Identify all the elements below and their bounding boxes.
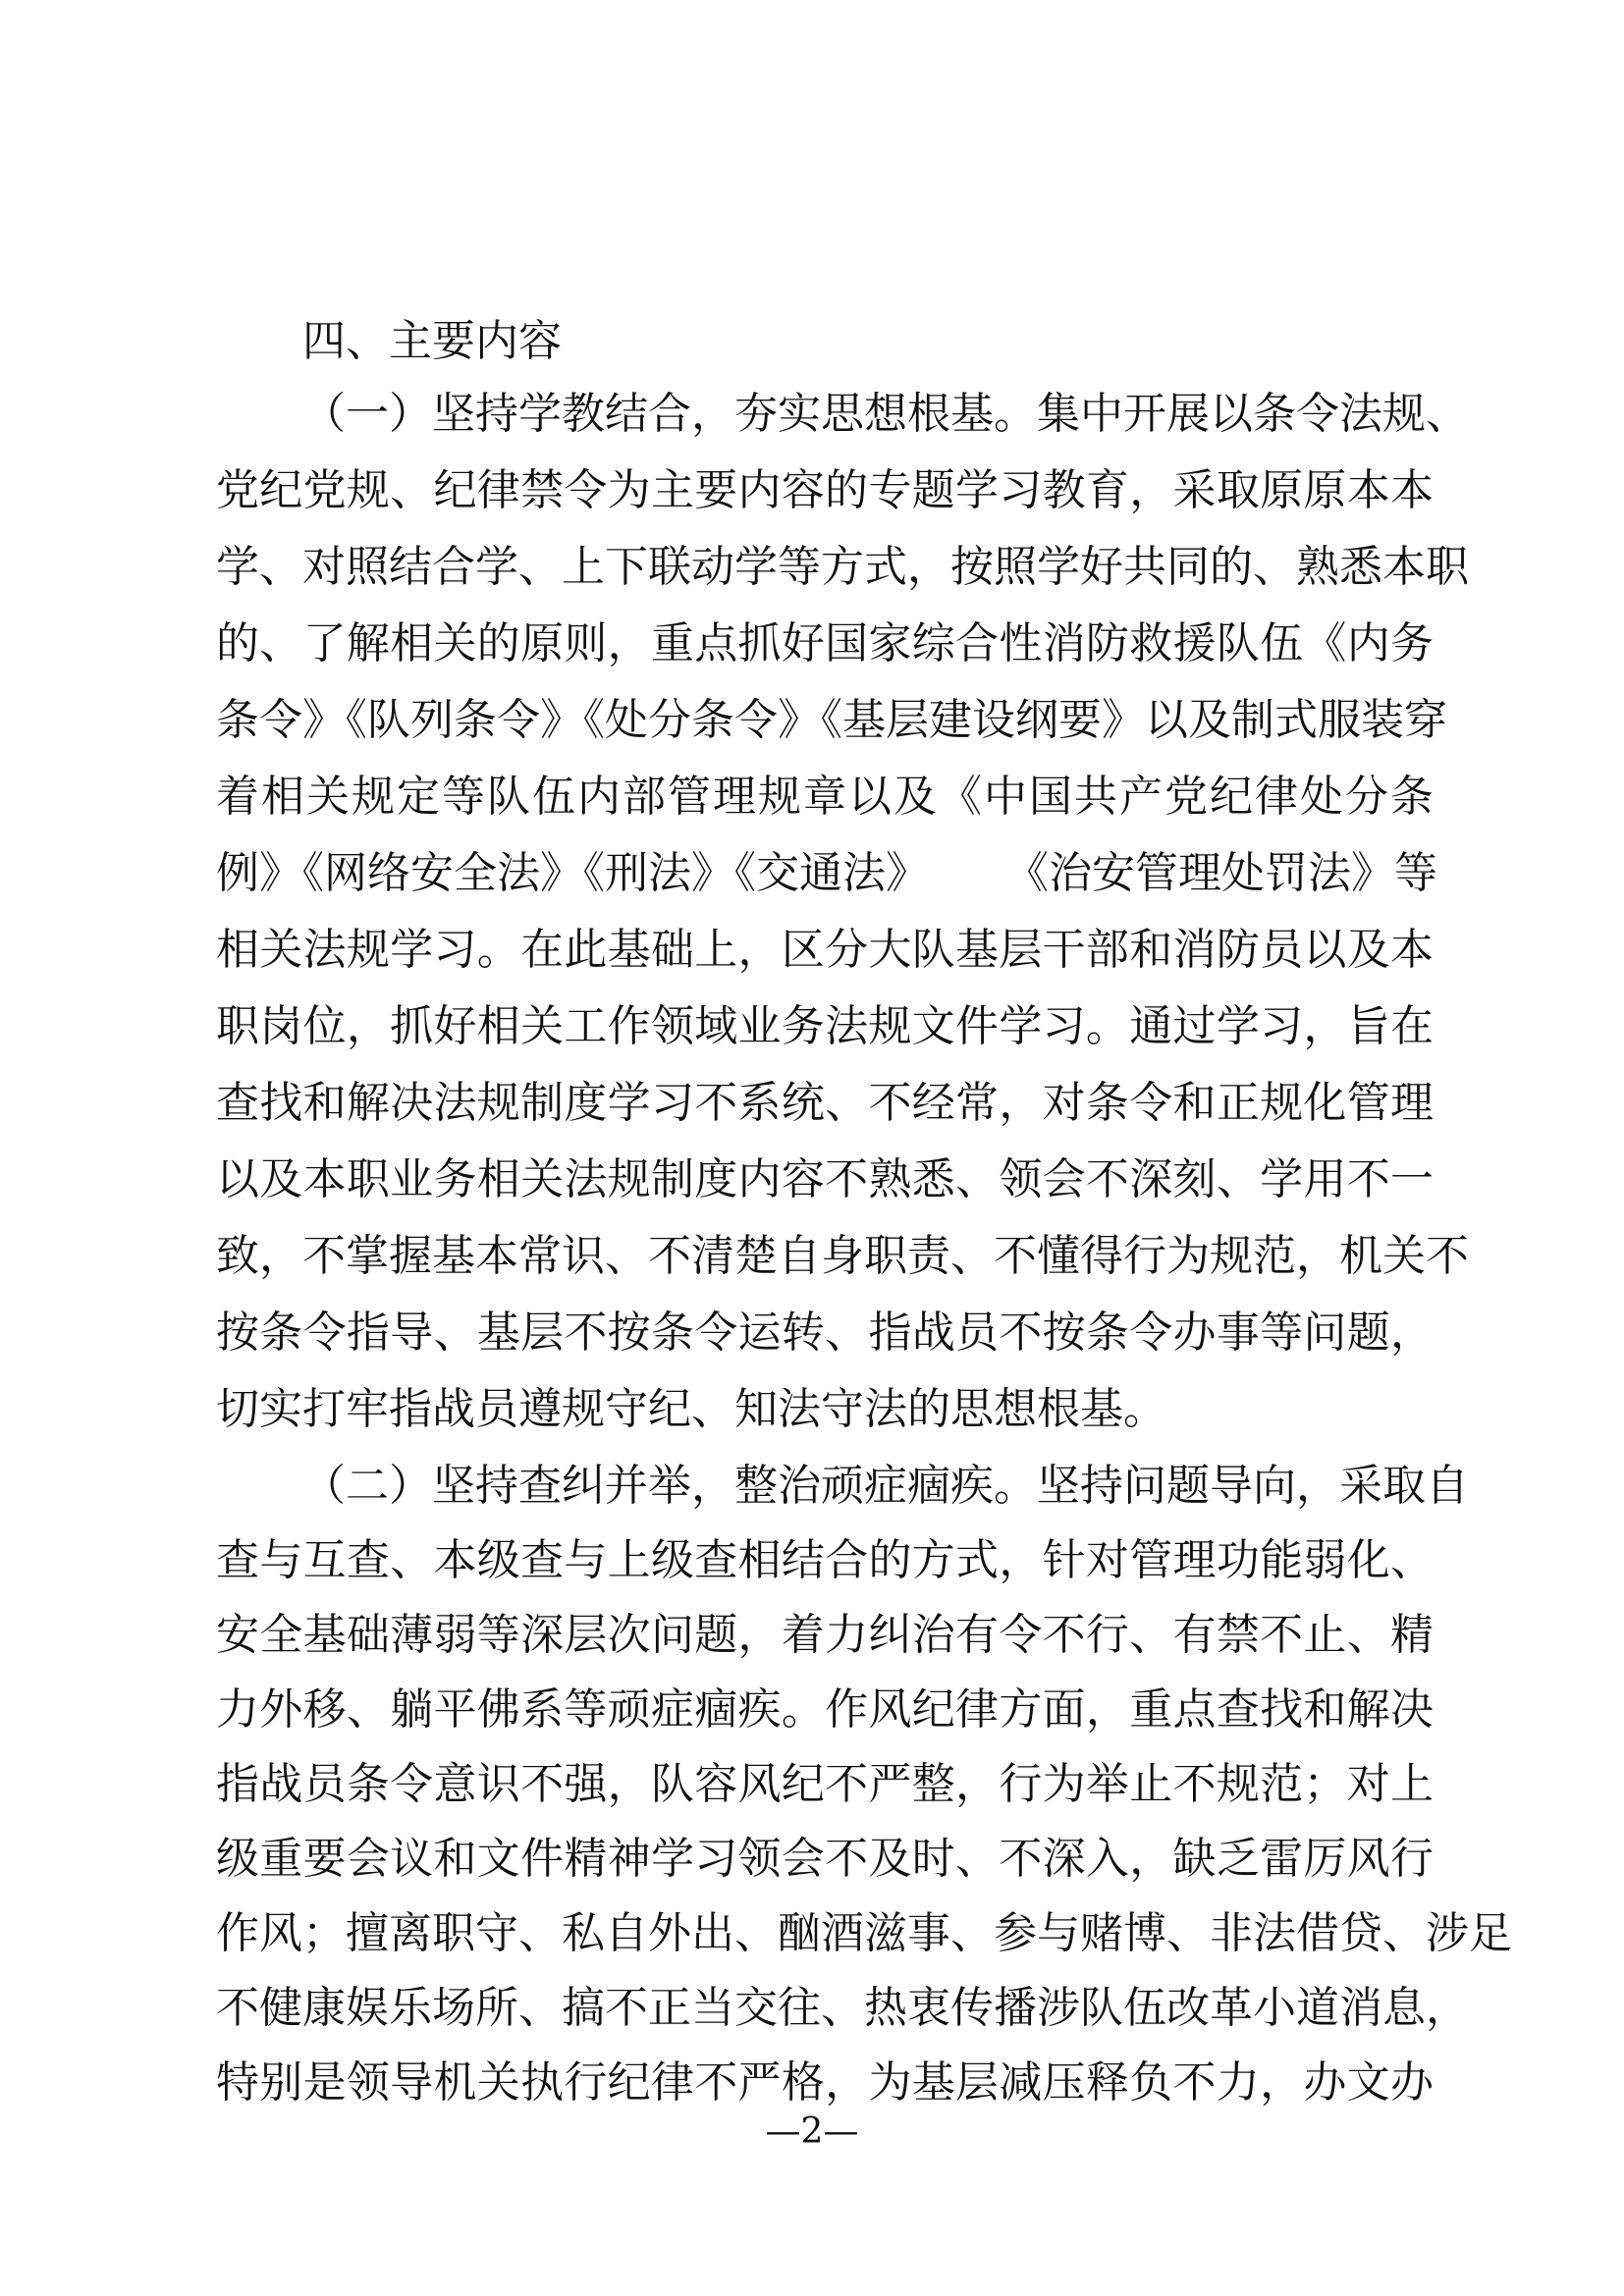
- paragraph-2-line-4: 力外移、躺平佛系等顽症痼疾。作风纪律方面，重点查找和解决: [216, 1684, 1434, 1735]
- page-number: —2—: [765, 2111, 859, 2152]
- paragraph-1-line-3: 学、对照结合学、上下联动学等方式，按照学好共同的、熟悉本职: [216, 542, 1469, 592]
- paragraph-2-line-8: 不健康娱乐场所、搞不正当交往、热衷传播涉队伍改革小道消息，: [216, 1983, 1469, 2033]
- paragraph-2-line-7: 作风；擅离职守、私自外出、酗酒滋事、参与赌博、非法借贷、涉足: [216, 1908, 1512, 1958]
- paragraph-1-line-6: 着相关规定等队伍内部管理规章以及《中国共产党纪律处分条: [216, 772, 1434, 822]
- paragraph-2-line-3: 安全基础薄弱等深层次问题，着力纠治有令不行、有禁不止、精: [216, 1610, 1434, 1660]
- paragraph-1-line-4: 的、了解相关的原则，重点抓好国家综合性消防救援队伍《内务: [216, 618, 1434, 668]
- paragraph-1-line-8: 相关法规学习。在此基础上，区分大队基层干部和消防员以及本: [216, 925, 1434, 975]
- paragraph-1-line-7: [216, 844, 1437, 903]
- paragraph-1-line-2: 党纪党规、纪律禁令为主要内容的专题学习教育，采取原原本本: [216, 465, 1434, 515]
- paragraph-1-line-12: 致，不掌握基本常识、不清楚自身职责、不懂得行为规范，机关不: [216, 1231, 1469, 1281]
- paragraph-1-line-9: 职岗位，抓好相关工作领域业务法规文件学习。通过学习，旨在: [216, 1001, 1434, 1051]
- paragraph-2-line-9: 特别是领导机关执行纪律不严格，为基层减压释负不力，办文办: [216, 2057, 1434, 2108]
- paragraph-1-line-7-part-2: 《治安管理处罚法》等: [1005, 848, 1437, 898]
- paragraph-2-line-1: （二）坚持查纠并举，整治顽症痼疾。坚持问题导向，采取自: [302, 1461, 1469, 1511]
- section-heading: 四、主要内容: [302, 316, 562, 366]
- paragraph-1-line-13: 按条令指导、基层不按条令运转、指战员不按条令办事等问题，: [216, 1308, 1434, 1358]
- paragraph-2-line-5: 指战员条令意识不强，队容风纪不严整，行为举止不规范；对上: [216, 1759, 1434, 1809]
- paragraph-1-line-10: 查找和解决法规制度学习不系统、不经常，对条令和正规化管理: [216, 1078, 1434, 1128]
- paragraph-2-line-2: 查与互查、本级查与上级查相结合的方式，针对管理功能弱化、: [216, 1535, 1434, 1585]
- paragraph-1-line-5: 条令》《队列条令》《处分条令》《基层建设纲要》以及制式服装穿: [216, 695, 1447, 745]
- paragraph-1-line-1: （一）坚持学教结合，夯实思想根基。集中开展以条令法规、: [302, 389, 1469, 439]
- paragraph-1-line-11: 以及本职业务相关法规制度内容不熟悉、领会不深刻、学用不一: [216, 1154, 1434, 1204]
- paragraph-1-line-14: 切实打牢指战员遵规守纪、知法守法的思想根基。: [216, 1384, 1166, 1434]
- paragraph-1-line-7-part-1: 例》《网络安全法》《刑法》《交通法》: [216, 848, 929, 898]
- paragraph-2-line-6: 级重要会议和文件精神学习领会不及时、不深入，缺乏雷厉风行: [216, 1834, 1434, 1884]
